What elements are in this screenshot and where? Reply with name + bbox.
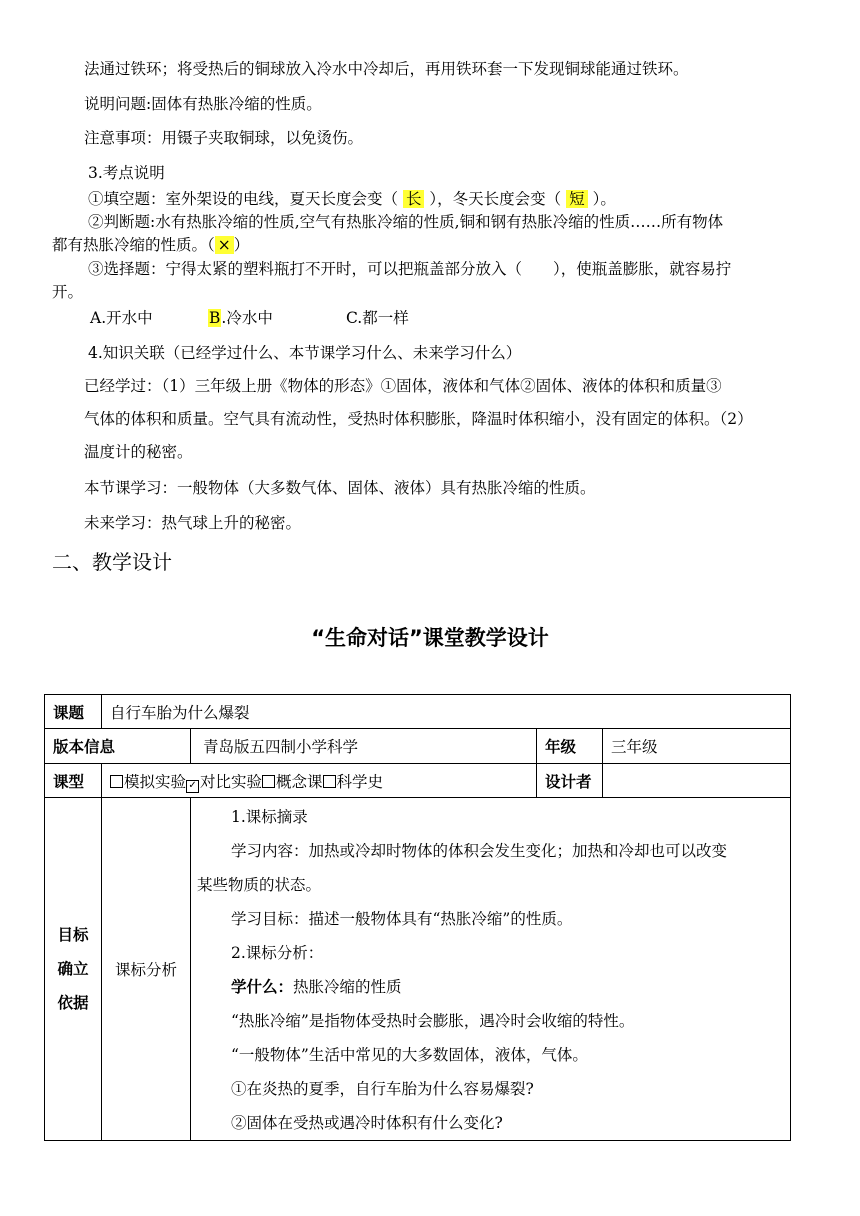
- content-learning-content: 学习内容：加热或冷却时物体的体积会发生变化；加热和冷却也可以改变: [231, 842, 728, 860]
- analysis-label: 课标分析: [102, 798, 191, 1141]
- version-value: 青岛版五四制小学科学: [191, 729, 537, 764]
- row-lesson-type: [45, 764, 791, 798]
- checkbox-history-unchecked: [323, 775, 336, 788]
- version-label: 版本信息: [45, 729, 191, 764]
- row-version: [45, 729, 791, 764]
- question-choice-line2: 开。: [52, 283, 84, 301]
- topic-label: 课题: [45, 695, 102, 729]
- designer-value: [603, 764, 791, 798]
- option-b: B.冷水中: [209, 309, 273, 327]
- paragraph-experiment: 法通过铁环；将受热后的铜球放入冷水中冷却后，再用铁环套一下发现铜球能通过铁环。: [84, 60, 689, 78]
- question-choice-line1: ③选择题：宁得太紧的塑料瓶打不开时，可以把瓶盖部分放入（ ），使瓶盖膨胀，就容易拧: [88, 260, 732, 278]
- answer-cross: ×: [215, 236, 234, 254]
- option-c: C.都一样: [346, 309, 409, 327]
- basis-label: 目标 确立 依据: [45, 798, 102, 1141]
- grade-value: 三年级: [603, 729, 791, 764]
- checkbox-comparison-checked: ✓: [186, 780, 199, 793]
- question-judge-line2: 都有热胀冷缩的性质。（ × ）: [52, 236, 250, 254]
- content-question-1: ①在炎热的夏季，自行车胎为什么容易爆裂?: [231, 1080, 534, 1098]
- lesson-design-table: [44, 694, 791, 1141]
- past-learning-line2: 气体的体积和质量。空气具有流动性，受热时体积膨胀，降温时体积缩小，没有固定的体积。（2）: [84, 410, 753, 428]
- type-label: 课型: [45, 764, 102, 798]
- content-definition: “热胀冷缩”是指物体受热时会膨胀，遇冷时会收缩的特性。: [231, 1012, 635, 1030]
- grade-label: 年级: [537, 729, 603, 764]
- content-learning-goal: 学习目标：描述一般物体具有“热胀冷缩”的性质。: [231, 910, 573, 928]
- content-analysis-title: 2.课标分析：: [231, 944, 324, 962]
- checkbox-concept-unchecked: [262, 775, 275, 788]
- future-learning: 未来学习：热气球上升的秘密。: [84, 514, 302, 532]
- type-options: 模拟实验 ✓ 对比实验 概念课 科学史: [102, 764, 537, 798]
- answer-short: 短: [566, 190, 588, 208]
- option-a: A.开水中: [90, 309, 153, 327]
- content-learning-content-cont: 某些物质的状态。: [197, 876, 322, 894]
- answer-long: 长: [403, 190, 425, 208]
- answer-b: B: [209, 309, 221, 327]
- content-general-objects: “一般物体”生活中常见的大多数固体，液体，气体。: [231, 1046, 588, 1064]
- content-what-to-learn: 学什么：热胀冷缩的性质: [231, 977, 402, 996]
- analysis-content: [191, 798, 791, 1141]
- designer-label: 设计者: [537, 764, 603, 798]
- paragraph-explanation: 说明问题:固体有热胀冷缩的性质。: [84, 95, 322, 113]
- past-learning-line3: 温度计的秘密。: [84, 443, 193, 461]
- paragraph-caution: 注意事项：用镊子夹取铜球，以免烫伤。: [84, 129, 364, 147]
- row-topic: [45, 695, 791, 729]
- page-title: “生命对话”课堂教学设计: [311, 626, 549, 650]
- question-fill-blank: ①填空题：室外架设的电线，夏天长度会变（ 长 ），冬天长度会变（ 短 ）。: [88, 190, 616, 208]
- section-knowledge-link-title: 4.知识关联（已经学过什么、本节课学习什么、未来学习什么）: [88, 344, 522, 362]
- section-exam-points-title: 3.考点说明: [88, 164, 165, 182]
- question-judge-line1: ②判断题:水有热胀冷缩的性质,空气有热胀冷缩的性质,铜和钢有热胀冷缩的性质……所有物体: [88, 213, 724, 231]
- current-learning: 本节课学习：一般物体（大多数气体、固体、液体）具有热胀冷缩的性质。: [84, 479, 596, 497]
- past-learning-line1: 已经学过：（1）三年级上册《物体的形态》①固体，液体和气体②固体、液体的体积和质量③: [84, 377, 722, 395]
- checkbox-simulation-unchecked: [110, 775, 123, 788]
- section-teaching-design: 二、教学设计: [52, 550, 172, 574]
- content-excerpt-title: 1.课标摘录: [231, 808, 308, 826]
- content-question-2: ②固体在受热或遇冷时体积有什么变化?: [231, 1114, 503, 1132]
- row-basis: [45, 798, 791, 1141]
- topic-value: 自行车胎为什么爆裂: [102, 695, 791, 729]
